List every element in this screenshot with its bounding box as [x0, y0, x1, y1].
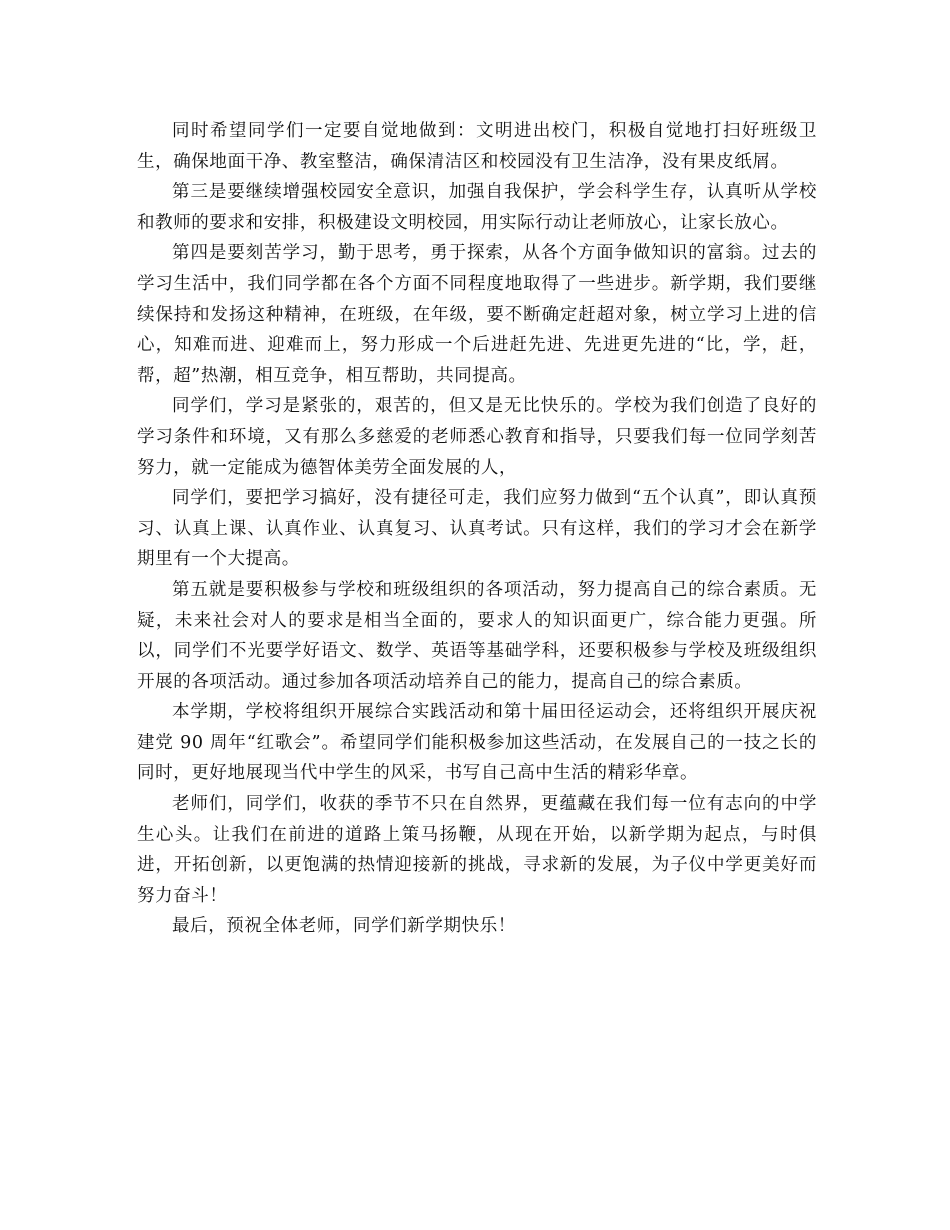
paragraph-semester-events: 本学期，学校将组织开展综合实践活动和第十届田径运动会，还将组织开展庆祝建党 90 周年“红歌会”。希望同学们能积极参加这些活动，在发展自己的一技之长的同时，更好地展现当代中学生的风采，书写自己高中生活的精彩华章。 [137, 702, 817, 784]
paragraph-hygiene: 同时希望同学们一定要自觉地做到：文明进出校门，积极自觉地打扫好班级卫生，确保地面干净、教室整洁，确保清洁区和校园没有卫生洁净，没有果皮纸屑。 [137, 121, 817, 172]
paragraph-study-hard: 第四是要刻苦学习，勤于思考，勇于探索，从各个方面争做知识的富翁。过去的学习生活中，我们同学都在各个方面不同程度地取得了一些进步。新学期，我们要继续保持和发扬这种精神，在班级，在年级，要不断确定赶超对象，树立学习上进的信心，知难而进、迎难而上，努力形成一个后进赶先进、先进更先进的“比，学，赶，帮，超”热潮，相互竞争，相互帮助，共同提高。 [137, 243, 817, 386]
paragraph-closing: 最后，预祝全体老师，同学们新学期快乐！ [172, 916, 516, 937]
paragraph-five-diligences: 同学们，要把学习搞好，没有捷径可走，我们应努力做到“五个认真”，即认真预习、认真上课、认真作业、认真复习、认真考试。只有这样，我们的学习才会在新学期里有一个大提高。 [137, 488, 817, 570]
paragraph-activities: 第五就是要积极参与学校和班级组织的各项活动，努力提高自己的综合素质。无疑，未来社会对人的要求是相当全面的，要求人的知识面更广，综合能力更强。所以，同学们不光要学好语文、数学、英语等基础学科，还要积极参与学校及班级组织开展的各项活动。通过参加各项活动培养自己的能力，提高自己的综合素质。 [137, 579, 817, 692]
document-body [137, 116, 817, 942]
paragraph-study-joy: 同学们，学习是紧张的，艰苦的，但又是无比快乐的。学校为我们创造了良好的学习条件和环境，又有那么多慈爱的老师悉心教育和指导，只要我们每一位同学刻苦努力，就一定能成为德智体美劳全面发展的人， [137, 396, 817, 478]
paragraph-safety: 第三是要继续增强校园安全意识，加强自我保护，学会科学生存，认真听从学校和教师的要求和安排，积极建设文明校园，用实际行动让老师放心，让家长放心。 [137, 182, 817, 233]
paragraph-call-to-action: 老师们，同学们，收获的季节不只在自然界，更蕴藏在我们每一位有志向的中学生心头。让我们在前进的道路上策马扬鞭，从现在开始，以新学期为起点，与时俱进，开拓创新，以更饱满的热情迎接新的挑战，寻求新的发展，为子仪中学更美好而努力奋斗！ [137, 794, 817, 906]
